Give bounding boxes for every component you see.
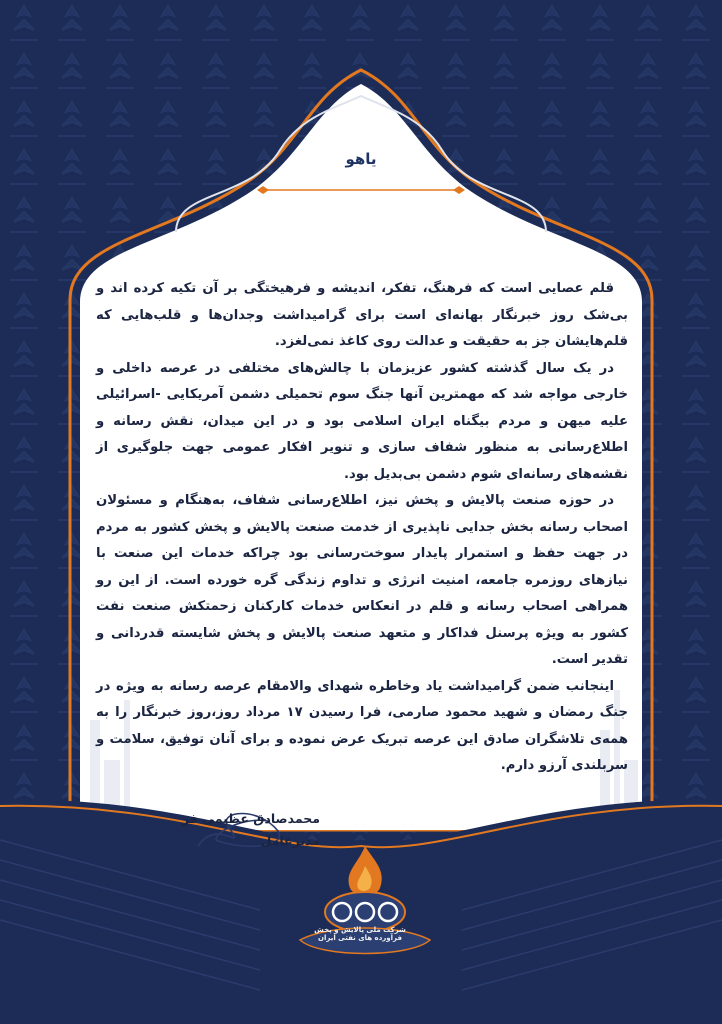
paragraph-3: در حوزه صنعت پالایش و پخش نیز، اطلاع‌رسانی شفاف، به‌هنگام و مسئولان اصحاب رسانه بخش جدایی ناپذیری از خدمت صنعت پالایش و پخش کشور به مردم در جهت حفظ و استمرار پایدار سوخت‌رسانی بود چراکه خدمات این صنعت با نیازهای روزمره جامعه، امنیت انرژی و تداوم زندگی گره خورده است. از این رو همراهی اصحاب رسانه و قلم در انعکاس خدمات کارکنان زحمتکش صنعت نفت کشور به ویژه پرسنل فداکار و متعهد صنعت پالایش و پخش شایسته قدردانی و تقدیر است. [96,493,628,667]
paragraph-2: در یک سال گذشته کشور عزیزمان با چالش‌های مختلفی در عرصه داخلی و خارجی مواجه شد که مهمترین آنها جنگ سوم تحمیلی دشمن آمریکایی -اسرائیلی علیه میهن و مردم بیگناه ایران اسلامی بود و در این میدان، نقش رسانه و اطلاع‌رسانی به منظور شفاف سازی و تنویر افکار عمومی جهت جلوگیری از نقشه‌های رسانه‌ای شوم دشمن بی‌بدیل بود. [96,360,628,482]
logo-caption: شرکت ملی پالایش و پخش فرآورده های نفتی ایران [314,926,406,942]
paragraph-4: اینجانب ضمن گرامیداشت یاد وخاطره شهدای والامقام عرصه رسانه به ویژه در جنگ رمضان و شهید محمود صارمی، فرا رسیدن ۱۷ مرداد روز،روز خبرنگار را به همه‌ی تلاشگران صادق این عرصه تبریک عرض نموده و برای آنان توفیق، سلامت و سربلندی آرزو دارم. [96,678,629,773]
signature-title: مدیرعامل [260,833,320,848]
letter-body [96,276,628,780]
heading-divider [257,184,465,196]
letter-heading: یاهو [345,150,377,168]
signature-name: محمدصادق عظیمی فر [181,811,320,826]
paragraph-1: قلم عصایی است که فرهنگ، تفکر، اندیشه و فرهیختگی بر آن تکیه کرده اند و بی‌شک روز خبرنگار بهانه‌ای است برای گرامیداشت وجدان‌ها و قلب‌هایی که قلم‌هایشان جز به حقیقت و عدالت روی کاغذ نمی‌لغزد. [96,281,628,349]
flame-logo-icon [290,840,440,970]
